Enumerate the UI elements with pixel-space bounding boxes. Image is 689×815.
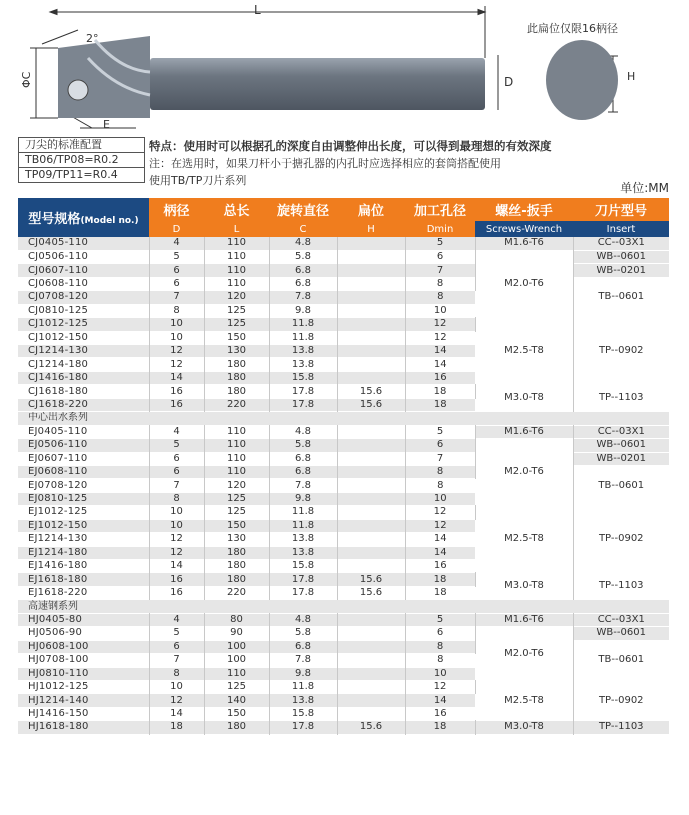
table-row	[18, 318, 669, 331]
h-cell	[337, 707, 405, 720]
c-cell: 4.8	[269, 613, 337, 626]
dmin-cell: 8	[405, 277, 475, 290]
d-cell: 4	[149, 613, 204, 626]
header-c: 旋转直径	[269, 198, 337, 221]
insert-icon	[68, 80, 88, 100]
flat-note: 此扁位仅限16柄径	[527, 22, 618, 35]
d-cell: 14	[149, 371, 204, 384]
model-cell: CJ1618-220	[18, 398, 149, 411]
model-cell: CJ0708-120	[18, 291, 149, 304]
insert-config-box	[18, 138, 145, 183]
l-cell: 120	[204, 291, 269, 304]
dmin-cell: 18	[405, 385, 475, 398]
model-cell: EJ0405-110	[18, 425, 149, 438]
d-cell: 5	[149, 627, 204, 640]
dmin-cell: 18	[405, 398, 475, 411]
d-cell: 4	[149, 237, 204, 250]
insert-cell: WB--0601	[573, 439, 669, 452]
screw-cell: M3.0-T8	[475, 573, 573, 600]
l-cell: 125	[204, 318, 269, 331]
insert-cell: TP--0902	[573, 318, 669, 385]
d-cell: 16	[149, 573, 204, 586]
table-row	[18, 613, 669, 626]
l-cell: 140	[204, 694, 269, 707]
label-E: E	[103, 118, 110, 131]
l-cell: 150	[204, 707, 269, 720]
dmin-cell: 5	[405, 613, 475, 626]
d-cell: 8	[149, 492, 204, 505]
dmin-cell: 10	[405, 667, 475, 680]
c-cell: 17.8	[269, 721, 337, 734]
h-cell	[337, 465, 405, 478]
l-cell: 130	[204, 533, 269, 546]
c-cell: 11.8	[269, 519, 337, 532]
table-row	[18, 439, 669, 452]
h-cell: 15.6	[337, 721, 405, 734]
unit-label: 单位:MM	[620, 181, 669, 195]
l-cell: 125	[204, 680, 269, 693]
c-cell: 5.8	[269, 627, 337, 640]
d-cell: 16	[149, 398, 204, 411]
header-insert: 刀片型号	[573, 198, 669, 221]
model-cell: EJ1012-125	[18, 506, 149, 519]
config-r2: TP09/TP11=R0.4	[18, 167, 145, 183]
l-cell: 130	[204, 345, 269, 358]
model-cell: EJ1416-180	[18, 560, 149, 573]
d-cell: 10	[149, 506, 204, 519]
d-cell: 6	[149, 465, 204, 478]
shank-body	[150, 58, 485, 110]
dmin-cell: 8	[405, 640, 475, 653]
c-cell: 13.8	[269, 533, 337, 546]
c-cell: 13.8	[269, 694, 337, 707]
d-cell: 12	[149, 694, 204, 707]
label-H: H	[627, 70, 636, 83]
label-angle: 2°	[86, 32, 99, 45]
model-cell: CJ0607-110	[18, 264, 149, 277]
dmin-cell: 16	[405, 371, 475, 384]
model-cell: EJ0810-125	[18, 492, 149, 505]
model-cell: EJ0708-120	[18, 479, 149, 492]
table-row	[18, 237, 669, 250]
dmin-cell: 6	[405, 250, 475, 263]
model-cell: EJ1214-180	[18, 546, 149, 559]
model-cell: HJ0405-80	[18, 613, 149, 626]
c-cell: 15.8	[269, 707, 337, 720]
c-cell: 17.8	[269, 573, 337, 586]
c-cell: 11.8	[269, 331, 337, 344]
table-row	[18, 425, 669, 438]
shank-section-icon	[546, 40, 618, 120]
h-cell	[337, 264, 405, 277]
c-cell: 15.8	[269, 560, 337, 573]
l-cell: 110	[204, 250, 269, 263]
h-cell	[337, 680, 405, 693]
h-cell	[337, 425, 405, 438]
d-cell: 12	[149, 358, 204, 371]
screw-cell: M1.6-T6	[475, 425, 573, 438]
c-cell: 9.8	[269, 304, 337, 317]
h-cell: 15.6	[337, 385, 405, 398]
h-cell	[337, 492, 405, 505]
d-cell: 6	[149, 264, 204, 277]
insert-cell: WB--0601	[573, 627, 669, 640]
dmin-cell: 14	[405, 533, 475, 546]
dmin-cell: 10	[405, 304, 475, 317]
section-row: 中心出水系列	[18, 412, 669, 425]
dmin-cell: 14	[405, 546, 475, 559]
l-cell: 90	[204, 627, 269, 640]
dmin-cell: 12	[405, 680, 475, 693]
h-cell	[337, 627, 405, 640]
d-cell: 10	[149, 331, 204, 344]
c-cell: 13.8	[269, 546, 337, 559]
l-cell: 180	[204, 371, 269, 384]
h-cell: 15.6	[337, 573, 405, 586]
model-cell: EJ1012-150	[18, 519, 149, 532]
screw-cell: M2.0-T6	[475, 250, 573, 317]
model-cell: HJ0810-110	[18, 667, 149, 680]
h-cell	[337, 291, 405, 304]
model-cell: EJ1618-220	[18, 586, 149, 599]
d-cell: 14	[149, 707, 204, 720]
c-cell: 5.8	[269, 439, 337, 452]
l-cell: 110	[204, 277, 269, 290]
model-cell: CJ1214-130	[18, 345, 149, 358]
header-d: 柄径	[149, 198, 204, 221]
insert-cell: TP--0902	[573, 506, 669, 573]
d-cell: 8	[149, 304, 204, 317]
c-cell: 7.8	[269, 291, 337, 304]
model-cell: HJ0608-100	[18, 640, 149, 653]
insert-cell: WB--0201	[573, 264, 669, 277]
l-cell: 100	[204, 640, 269, 653]
dmin-cell: 16	[405, 707, 475, 720]
l-cell: 180	[204, 721, 269, 734]
screw-cell: M1.6-T6	[475, 237, 573, 250]
feature-note: 特点：使用时可以根据孔的深度自由调整伸出长度，可以得到最理想的有效深度	[149, 139, 552, 153]
d-cell: 16	[149, 385, 204, 398]
header-screw: 螺丝-扳手	[475, 198, 573, 221]
h-cell	[337, 667, 405, 680]
c-cell: 5.8	[269, 250, 337, 263]
l-cell: 125	[204, 492, 269, 505]
h-cell	[337, 613, 405, 626]
header-h: 扁位	[337, 198, 405, 221]
dmin-cell: 14	[405, 358, 475, 371]
model-cell: CJ1618-180	[18, 385, 149, 398]
c-cell: 17.8	[269, 385, 337, 398]
h-cell	[337, 345, 405, 358]
dmin-cell: 12	[405, 331, 475, 344]
h-cell: 15.6	[337, 398, 405, 411]
c-cell: 15.8	[269, 371, 337, 384]
notes	[149, 138, 552, 189]
model-cell: EJ1214-130	[18, 533, 149, 546]
l-cell: 110	[204, 439, 269, 452]
c-cell: 4.8	[269, 425, 337, 438]
screw-cell: M2.5-T8	[475, 506, 573, 573]
label-L: L	[254, 3, 261, 17]
dmin-cell: 8	[405, 654, 475, 667]
l-cell: 150	[204, 519, 269, 532]
model-cell: HJ1416-150	[18, 707, 149, 720]
c-cell: 17.8	[269, 586, 337, 599]
l-cell: 110	[204, 237, 269, 250]
label-phic: ΦC	[20, 71, 33, 88]
h-cell	[337, 304, 405, 317]
insert-cell: TP--0902	[573, 680, 669, 720]
c-cell: 9.8	[269, 492, 337, 505]
model-cell: HJ0506-90	[18, 627, 149, 640]
h-cell	[337, 250, 405, 263]
model-cell: CJ1416-180	[18, 371, 149, 384]
c-cell: 7.8	[269, 654, 337, 667]
dmin-cell: 7	[405, 452, 475, 465]
table-row	[18, 680, 669, 693]
l-cell: 80	[204, 613, 269, 626]
insert-cell: TP--1103	[573, 385, 669, 412]
l-cell: 125	[204, 304, 269, 317]
table-row	[18, 250, 669, 263]
model-cell: HJ0708-100	[18, 654, 149, 667]
insert-cell: TB--0601	[573, 640, 669, 680]
model-cell: CJ1214-180	[18, 358, 149, 371]
l-cell: 100	[204, 654, 269, 667]
model-cell: EJ0608-110	[18, 465, 149, 478]
d-cell: 8	[149, 667, 204, 680]
h-cell	[337, 533, 405, 546]
d-cell: 7	[149, 479, 204, 492]
insert-cell: TB--0601	[573, 465, 669, 505]
d-cell: 5	[149, 250, 204, 263]
model-cell: CJ0506-110	[18, 250, 149, 263]
section-row: 高速钢系列	[18, 600, 669, 613]
screw-cell: M2.0-T6	[475, 439, 573, 506]
label-D: D	[504, 75, 514, 89]
model-cell: CJ1012-150	[18, 331, 149, 344]
dmin-cell: 18	[405, 586, 475, 599]
model-cell: CJ1012-125	[18, 318, 149, 331]
tool-drawing	[0, 0, 689, 137]
d-cell: 7	[149, 291, 204, 304]
d-cell: 10	[149, 318, 204, 331]
c-cell: 6.8	[269, 640, 337, 653]
h-cell	[337, 452, 405, 465]
d-cell: 12	[149, 345, 204, 358]
screw-cell: M3.0-T8	[475, 385, 573, 412]
c-cell: 17.8	[269, 398, 337, 411]
l-cell: 180	[204, 573, 269, 586]
header-model: 型号规格(Model no.)	[18, 198, 149, 237]
h-cell	[337, 546, 405, 559]
dmin-cell: 8	[405, 291, 475, 304]
table-row	[18, 627, 669, 640]
dmin-cell: 5	[405, 425, 475, 438]
l-cell: 120	[204, 479, 269, 492]
c-cell: 6.8	[269, 277, 337, 290]
d-cell: 7	[149, 654, 204, 667]
d-cell: 10	[149, 519, 204, 532]
screw-cell: M1.6-T6	[475, 613, 573, 626]
d-cell: 6	[149, 640, 204, 653]
h-cell	[337, 318, 405, 331]
model-cell: EJ1618-180	[18, 573, 149, 586]
h-cell	[337, 479, 405, 492]
l-cell: 150	[204, 331, 269, 344]
screw-cell: M2.5-T8	[475, 680, 573, 720]
h-cell	[337, 371, 405, 384]
h-cell	[337, 694, 405, 707]
c-cell: 6.8	[269, 465, 337, 478]
c-cell: 13.8	[269, 345, 337, 358]
l-cell: 180	[204, 385, 269, 398]
h-cell	[337, 358, 405, 371]
h-cell	[337, 237, 405, 250]
insert-cell: CC--03X1	[573, 237, 669, 250]
spec-table: 型号规格(Model no.) 柄径 总长 旋转直径 扁位 加工孔径 螺丝-扳手 刀片型号 D L C H Dmin Screws-Wrench Insert CJ0405-110 4 110 4.8 5 M1.6-T6 CC--03X1 CJ0506-110 5 110 5.8 6 M2.0-T6 WB--0601 CJ0607-110 6 110 6.8 7 WB--0201 CJ0608-110 6 110 6.8 8 TB--0601 CJ0708-120 7 120 7.8 8 CJ0810-125 8 125 9.8 10 CJ1012-125 10 125 11.8 12 M2.5-T8 TP--0902 CJ1012-150 10 150 11.8 12 CJ1214-130 12 130 13.8 14 CJ1214-180 12 180 13.8 14 CJ1416-180 14 180 15.8 16 CJ1618-180 16 180 17.8 15.6 18 M3.0-T8 TP--1103 CJ1618-220 16 220 17.8 15.6 18 中心出水系列 EJ0405-110 4 110 4.8 5 M1.6-T6 CC--03X1 EJ0506-110 5 110 5.8 6 M2.0-T6 WB--0601 EJ0607-110 6 110 6.8 7 WB--0201 EJ0608-110 6 110 6.8 8 TB--0601 EJ0708-120 7 120 7.8 8 EJ0810-125 8 125 9.8 10 EJ1012-125 10 125 11.8 12 M2.5-T8 TP--0902 EJ1012-150 10 150 11.8 12 EJ1214-130 12 130 13.8 14 EJ1214-180 12 180 13.8 14 EJ1416-180 14 180 15.8 16 EJ1618-180 16 180 17.8 15.6 18 M3.0-T8 TP--1103 EJ1618-220 16 220 17.8 15.6 18 高速钢系列 HJ0405-80 4 80 4.8 5 M1.6-T6 CC--03X1 HJ0506-90 5 90 5.8 6 M2.0-T6 WB--0601 HJ0608-100 6 100 6.8 8 TB--0601 HJ0708-100 7 100 7.8 8 HJ0810-110 8 110 9.8 10 HJ1012-125 10 125 11.8 12 M2.5-T8 TP--0902 HJ1214-140 12 140 13.8 14 HJ1416-150 14 150 15.8 16 HJ1618-180 18 180 17.8 15.6 18 M3.0-T8 TP--1103	[18, 198, 669, 735]
d-cell: 14	[149, 560, 204, 573]
dmin-cell: 12	[405, 506, 475, 519]
h-cell	[337, 654, 405, 667]
table-row	[18, 506, 669, 519]
h-cell	[337, 439, 405, 452]
dmin-cell: 8	[405, 479, 475, 492]
d-cell: 18	[149, 721, 204, 734]
insert-cell: TP--1103	[573, 573, 669, 600]
dmin-cell: 14	[405, 345, 475, 358]
d-cell: 4	[149, 425, 204, 438]
dmin-cell: 12	[405, 519, 475, 532]
d-cell: 6	[149, 452, 204, 465]
dmin-cell: 12	[405, 318, 475, 331]
d-cell: 12	[149, 546, 204, 559]
c-cell: 11.8	[269, 506, 337, 519]
l-cell: 110	[204, 465, 269, 478]
h-cell	[337, 506, 405, 519]
model-cell: EJ0506-110	[18, 439, 149, 452]
c-cell: 4.8	[269, 237, 337, 250]
table-row	[18, 721, 669, 734]
h-cell	[337, 519, 405, 532]
model-cell: CJ0405-110	[18, 237, 149, 250]
l-cell: 220	[204, 398, 269, 411]
h-cell	[337, 331, 405, 344]
l-cell: 110	[204, 264, 269, 277]
insert-cell: CC--03X1	[573, 425, 669, 438]
dmin-cell: 16	[405, 560, 475, 573]
dmin-cell: 6	[405, 439, 475, 452]
model-cell: HJ1012-125	[18, 680, 149, 693]
screw-cell: M2.0-T6	[475, 627, 573, 681]
dmin-cell: 14	[405, 694, 475, 707]
table-row	[18, 573, 669, 586]
h-cell	[337, 640, 405, 653]
c-cell: 7.8	[269, 479, 337, 492]
insert-cell: CC--03X1	[573, 613, 669, 626]
config-r1: TB06/TP08=R0.2	[18, 152, 145, 168]
insert-cell: WB--0201	[573, 452, 669, 465]
c-cell: 13.8	[269, 358, 337, 371]
l-cell: 110	[204, 425, 269, 438]
dmin-cell: 6	[405, 627, 475, 640]
d-cell: 5	[149, 439, 204, 452]
l-cell: 180	[204, 560, 269, 573]
l-cell: 110	[204, 452, 269, 465]
dmin-cell: 18	[405, 721, 475, 734]
model-cell: HJ1214-140	[18, 694, 149, 707]
model-cell: HJ1618-180	[18, 721, 149, 734]
h-cell	[337, 277, 405, 290]
d-cell: 12	[149, 533, 204, 546]
dmin-cell: 8	[405, 465, 475, 478]
d-cell: 6	[149, 277, 204, 290]
insert-cell: TB--0601	[573, 277, 669, 317]
dmin-cell: 7	[405, 264, 475, 277]
l-cell: 125	[204, 506, 269, 519]
model-cell: CJ0608-110	[18, 277, 149, 290]
l-cell: 220	[204, 586, 269, 599]
l-cell: 180	[204, 546, 269, 559]
l-cell: 180	[204, 358, 269, 371]
l-cell: 110	[204, 667, 269, 680]
c-cell: 11.8	[269, 680, 337, 693]
table-row	[18, 385, 669, 398]
dmin-cell: 18	[405, 573, 475, 586]
model-cell: CJ0810-125	[18, 304, 149, 317]
screw-cell: M3.0-T8	[475, 721, 573, 734]
config-title: 刀尖的标准配置	[18, 137, 145, 153]
dmin-cell: 10	[405, 492, 475, 505]
c-cell: 6.8	[269, 452, 337, 465]
d-cell: 16	[149, 586, 204, 599]
model-cell: EJ0607-110	[18, 452, 149, 465]
insert-cell: TP--1103	[573, 721, 669, 734]
dmin-cell: 5	[405, 237, 475, 250]
screw-cell: M2.5-T8	[475, 318, 573, 385]
c-cell: 6.8	[269, 264, 337, 277]
header-l: 总长	[204, 198, 269, 221]
h-cell	[337, 560, 405, 573]
h-cell: 15.6	[337, 586, 405, 599]
usage-note: 注：在选用时，如果刀杆小于搪孔器的内孔时应选择相应的套筒搭配使用	[149, 157, 501, 170]
d-cell: 10	[149, 680, 204, 693]
insert-cell: WB--0601	[573, 250, 669, 263]
c-cell: 11.8	[269, 318, 337, 331]
header-dmin: 加工孔径	[405, 198, 475, 221]
c-cell: 9.8	[269, 667, 337, 680]
series-note: 使用TB/TP刀片系列	[149, 174, 247, 187]
